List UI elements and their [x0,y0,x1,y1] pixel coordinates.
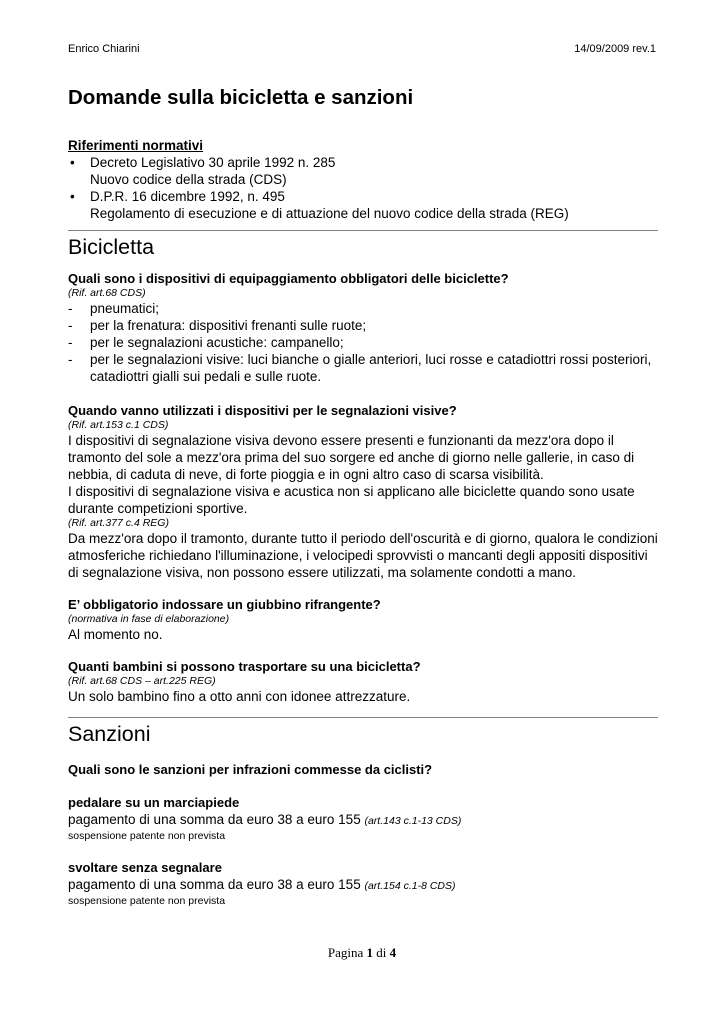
sanction-reference: (art.143 c.1-13 CDS) [364,815,462,827]
question-text: Quanti bambini si possono trasportare su una bicicletta? [68,659,421,674]
question-block [68,403,658,581]
reference-item [68,154,658,188]
sanction-note: sospensione patente non prevista [68,895,226,907]
list-item-text: per le segnalazioni visive: luci bianche o gialle anteriori, luci rosse e catadiottri rossi posteriori, catadiottri gialli sui pedali e sulle ruote. [90,352,652,384]
list-item-text: pneumatici; [90,301,160,316]
references-section [68,137,658,222]
answer-text: I dispositivi di segnalazione visiva e acustica non si applicano alle biciclette quando sono usate durante competizioni sportive. [68,484,635,516]
question-block [68,659,658,705]
reference-line: Nuovo codice della strada (CDS) [90,172,287,187]
equipment-list [68,300,658,385]
list-item [68,317,658,334]
reference-line: Regolamento di esecuzione e di attuazione del nuovo codice della strada (REG) [90,206,569,221]
document-body [68,84,658,908]
dash-marker: - [68,352,73,367]
answer-text: Al momento no. [68,627,163,642]
reference-line: Decreto Legislativo 30 aprile 1992 n. 285 [90,155,336,170]
reference-note: (Rif. art.68 CDS) [68,287,146,299]
bullet-icon: • [70,189,75,204]
list-item [68,351,658,385]
question-text: Quando vanno utilizzati i dispositivi per le segnalazioni visive? [68,403,457,418]
page-footer [0,945,724,961]
sanction-note: sospensione patente non prevista [68,830,226,842]
sanction-amount [68,876,658,895]
document-title: Domande sulla bicicletta e sanzioni [68,86,414,109]
references-heading: Riferimenti normativi [68,138,204,153]
references-list [68,154,658,222]
footer-middle: di [376,945,387,960]
dash-marker: - [68,335,73,350]
sanction-amount-text: pagamento di una somma da euro 38 a euro 155 [68,877,361,892]
footer-prefix: Pagina [327,945,364,960]
sanction-reference: (art.154 c.1-8 CDS) [364,880,456,892]
footer-page-total: 4 [389,945,397,960]
header-author: Enrico Chiarini [68,43,140,55]
answer-text: I dispositivi di segnalazione visiva devono essere presenti e funzionanti da mezz'ora dopo il tramonto del sole a mezz'ora prima del suo sorgere ed anche di giorno nelle gallerie, in caso di nebbia, di caduta di neve, di forte pioggia e in ogni altro caso di scarsa visibilità. [68,433,635,482]
list-item [68,300,658,317]
answer-text: Un solo bambino fino a otto anni con idonee attrezzature. [68,689,411,704]
footer-page-number: 1 [366,945,373,960]
sanction-amount [68,811,658,830]
sanction-item [68,860,658,908]
question-text: Quali sono i dispositivi di equipaggiamento obbligatori delle biciclette? [68,271,509,286]
section-title-bicicletta: Bicicletta [68,235,155,259]
header-date: 14/09/2009 rev.1 [574,43,656,55]
list-item [68,334,658,351]
reference-note: (normativa in fase di elaborazione) [68,613,230,625]
sanction-title: svoltare senza segnalare [68,860,222,875]
bullet-icon: • [70,155,75,170]
sanction-title: pedalare su un marciapiede [68,795,240,810]
list-item-text: per la frenatura: dispositivi frenanti sulle ruote; [90,318,367,333]
question-text: E’ obbligatorio indossare un giubbino rifrangente? [68,597,381,612]
answer-text: Da mezz'ora dopo il tramonto, durante tutto il periodo dell'oscurità e di giorno, qualora le condizioni atmosferiche richiedano l'illuminazione, i velocipedi sprovvisti o mancanti degli appositi dispositivi di segnalazione visiva, non possono essere utilizzati, ma solamente condotti a mano. [68,531,658,580]
question-block [68,271,658,385]
dash-marker: - [68,318,73,333]
sanction-item [68,795,658,843]
section-divider [68,230,658,231]
section-title-sanzioni: Sanzioni [68,722,151,746]
dash-marker: - [68,301,73,316]
reference-item [68,188,658,222]
list-item-text: per le segnalazioni acustiche: campanello; [90,335,344,350]
sanctions-question: Quali sono le sanzioni per infrazioni commesse da ciclisti? [68,762,433,777]
reference-note: (Rif. art.153 c.1 CDS) [68,419,169,431]
question-block [68,597,658,643]
reference-line: D.P.R. 16 dicembre 1992, n. 495 [90,189,285,204]
reference-note: (Rif. art.377 c.4 REG) [68,517,169,529]
reference-note: (Rif. art.68 CDS – art.225 REG) [68,675,216,687]
section-divider [68,717,658,718]
sanction-amount-text: pagamento di una somma da euro 38 a euro 155 [68,812,361,827]
